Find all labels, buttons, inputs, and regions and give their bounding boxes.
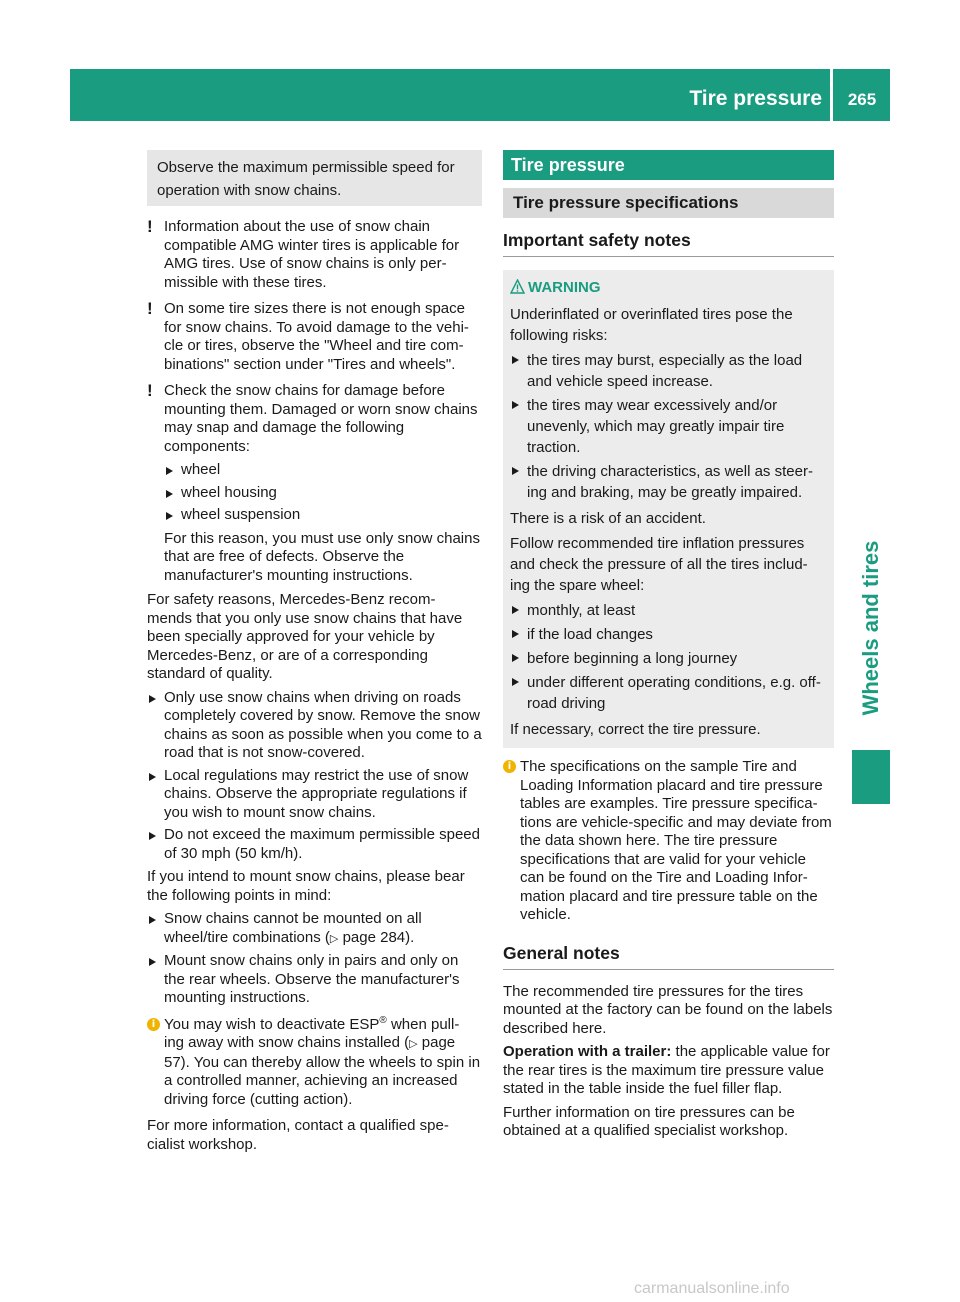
list-item: wheel housing xyxy=(164,484,482,503)
list-item: wheel suspension xyxy=(164,506,482,525)
safety-paragraph: For safety reasons, Mercedes-Benz recom- mends that you only use snow chains that have been specially approved for your vehicle by Mercedes-Benz, or are of a corresponding standard of quality. xyxy=(147,591,463,682)
damage-note xyxy=(147,382,482,585)
component-list xyxy=(164,461,482,525)
exclamation-icon: ! xyxy=(147,299,153,318)
list-item xyxy=(147,910,482,948)
general-paragraph-1: The recommended tire pressures for the tires mounted at the factory can be found on the labels described here. xyxy=(503,982,833,1037)
header-bar xyxy=(70,69,890,121)
page-ref-link[interactable]: page 57). You can thereby allow the wheels to spin in a controlled manner, achieving an increased driving force (cutting action). xyxy=(164,1034,481,1108)
list-item: before beginning a long journey xyxy=(510,648,826,669)
info-icon: i xyxy=(503,760,516,773)
page-ref-arrow-icon: ▷ xyxy=(329,932,339,945)
section-heading: Tire pressure xyxy=(503,150,834,180)
warning-correct: If necessary, correct the tire pressure. xyxy=(510,721,761,738)
exclamation-icon: ! xyxy=(147,217,153,236)
list-item: under different operating conditions, e.g. off-road driving xyxy=(510,672,826,714)
list-item: if the load changes xyxy=(510,624,826,645)
exclamation-icon: ! xyxy=(147,381,153,400)
list-item: Do not exceed the maximum permissible speed of 30 mph (50 km/h). xyxy=(147,826,482,863)
registered-mark: ® xyxy=(379,1014,387,1026)
right-column xyxy=(503,150,834,1146)
spec-info-text: The specifications on the sample Tire and Loading Information placard and tire pressure tables are examples. Tire pressure specifica- tions are vehicle-specific and may deviate from the data shown here. The tire pressure specifications that are valid for your vehicle can be found on the Tire and Loading Infor- mation placard and tire pressure table on the vehicle. xyxy=(520,758,832,923)
list-item: Only use snow chains when driving on roads completely covered by snow. Remove the snow chains as soon as possible when you come to a road that is not snow-covered. xyxy=(147,689,482,763)
warning-box xyxy=(503,270,834,748)
warning-intro: Underinflated or overinflated tires pose the following risks: xyxy=(510,306,793,344)
spec-info-note xyxy=(503,758,834,925)
subsection-heading: Tire pressure specifications xyxy=(503,188,834,218)
list-item: the tires may burst, especially as the load and vehicle speed increase. xyxy=(510,350,826,392)
chapter-tab[interactable] xyxy=(852,520,890,735)
mount-paragraph: If you intend to mount snow chains, please bear the following points in mind: xyxy=(147,868,465,904)
speed-notice-box xyxy=(147,150,482,206)
amg-note-text: Information about the use of snow chain compatible AMG winter tires is applicable for AMG tires. Use of snow chains is only per- missible with these tires. xyxy=(164,218,460,291)
damage-note-after: For this reason, you must use only snow chains that are free of defects. Observe the manufacturer's mounting instructions. xyxy=(164,529,480,584)
list-item: Local regulations may restrict the use of snow chains. Observe the appropriate regulations if you wish to mount snow chains. xyxy=(147,767,482,823)
tire-size-note-text: On some tire sizes there is not enough space for snow chains. To avoid damage to the vehi- cle or tires, observe the "Wheel and tire com- binations" section under "Tires and wheels". xyxy=(164,300,469,373)
closing-paragraph: For more information, contact a qualified spe- cialist workshop. xyxy=(147,1117,449,1153)
page-ref-link[interactable]: page 284). xyxy=(342,928,415,946)
list-item: wheel xyxy=(164,461,482,480)
trailer-label: Operation with a trailer: xyxy=(503,1043,672,1060)
info-icon: i xyxy=(147,1018,160,1031)
mount-list xyxy=(147,910,482,1008)
page-number: 265 xyxy=(847,90,877,109)
warning-label: WARNING xyxy=(528,279,601,296)
general-paragraph-3: Further information on tire pressures can be obtained at a qualified specialist workshop. xyxy=(503,1103,795,1139)
warning-accident: There is a risk of an accident. xyxy=(510,510,706,527)
chapter-marker xyxy=(852,750,890,804)
damage-note-text: Check the snow chains for damage before mounting them. Damaged or worn snow chains may snap and damage the following components: xyxy=(164,382,478,455)
list-item: Mount snow chains only in pairs and only on the rear wheels. Observe the manufacturer's mounting instructions. xyxy=(147,952,482,1008)
esp-info-note xyxy=(147,1016,482,1110)
warning-icon xyxy=(510,279,525,294)
general-notes-heading: General notes xyxy=(503,943,834,970)
warning-heading xyxy=(510,278,826,298)
left-column xyxy=(147,150,482,1159)
esp-text-2: when pull- ing away with snow chains installed ( xyxy=(164,1015,460,1051)
header-divider xyxy=(830,69,833,121)
watermark: carmanualsonline.info xyxy=(634,1280,790,1297)
list-item: the driving characteristics, as well as steer- ing and braking, may be greatly impaired. xyxy=(510,461,826,503)
trailer-paragraph xyxy=(503,1043,834,1099)
chapter-tab-label: Wheels and tires xyxy=(858,540,883,715)
mount-b1-text: Snow chains cannot be mounted on all wheel/tire combinations ( xyxy=(164,910,422,946)
safety-list xyxy=(147,689,482,864)
warning-follow: Follow recommended tire inflation pressures and check the pressure of all the tires includ- ing the spare wheel: xyxy=(510,535,808,594)
risk-list xyxy=(510,350,826,503)
amg-note xyxy=(147,218,482,292)
speed-notice-text: Observe the maximum permissible speed for operation with snow chains. xyxy=(157,159,455,199)
safety-notes-heading: Important safety notes xyxy=(503,230,834,257)
page-ref-arrow-icon: ▷ xyxy=(409,1038,418,1050)
page-title: Tire pressure xyxy=(689,87,822,110)
tire-size-note xyxy=(147,300,482,374)
list-item: the tires may wear excessively and/or unevenly, which may greatly impair tire traction. xyxy=(510,395,826,458)
check-list xyxy=(510,600,826,714)
esp-text-1: You may wish to deactivate ESP xyxy=(164,1015,380,1033)
list-item: monthly, at least xyxy=(510,600,826,621)
trailer-text: the applicable value for the rear tires is the maximum tire pressure value stated in the table inside the fuel filler flap. xyxy=(503,1043,830,1097)
